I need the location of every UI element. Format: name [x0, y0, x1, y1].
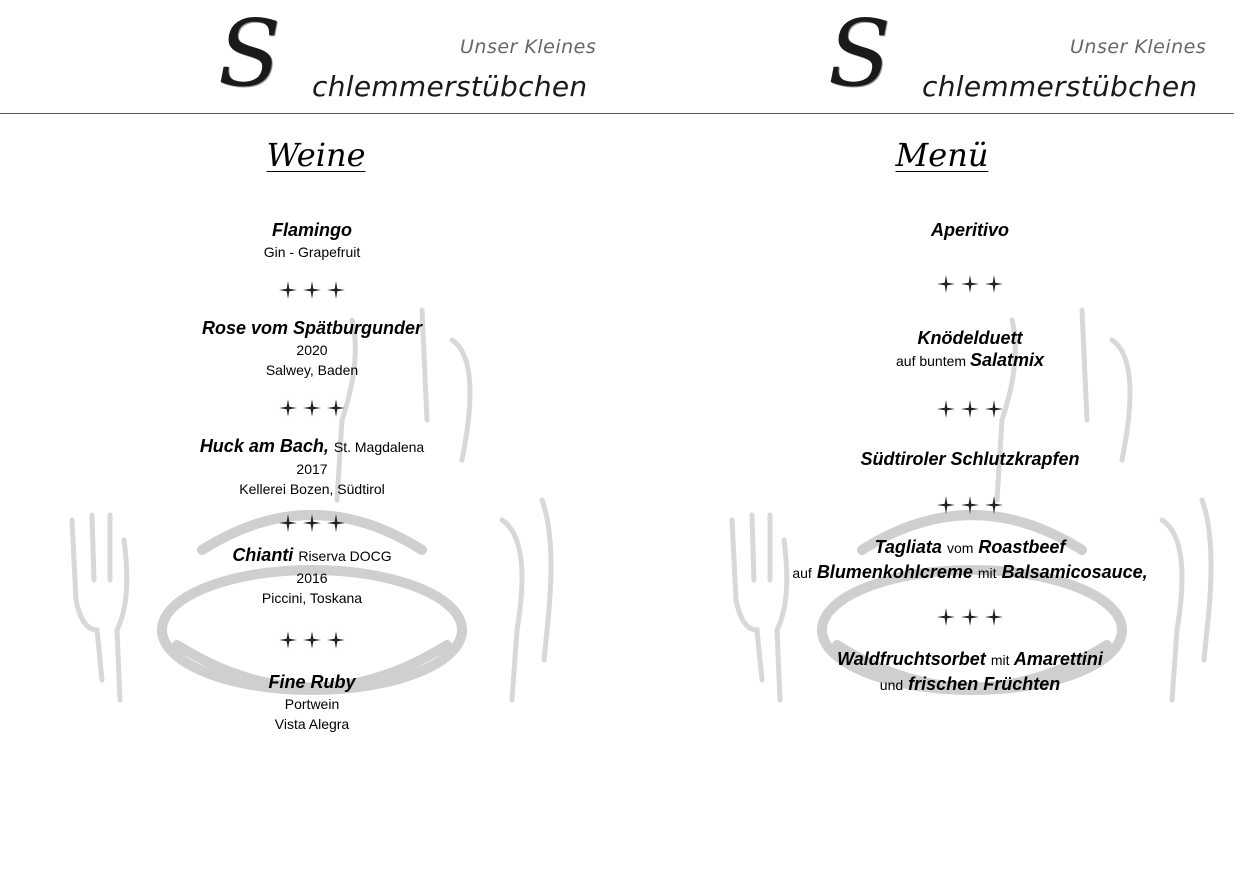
course — [720, 447, 1220, 471]
wine-detail: Piccini, Toskana — [261, 590, 363, 606]
wine-subtitle: St. Magdalena — [333, 439, 425, 455]
course-highlight: Balsamicosauce, — [1001, 562, 1148, 582]
four-point-star-icon — [960, 399, 980, 419]
wine-detail: Portwein — [284, 696, 340, 712]
wine-heading: Weine — [266, 136, 366, 174]
logo-initial: S — [828, 0, 892, 107]
four-point-star-icon — [278, 630, 298, 650]
wine-detail: 2020 — [296, 342, 328, 358]
four-point-star-icon — [936, 274, 956, 294]
four-point-star-icon — [960, 274, 980, 294]
wine-item — [62, 670, 562, 734]
four-point-star-icon — [326, 398, 346, 418]
menu-page — [630, 0, 1260, 891]
course-highlight: Tagliata — [874, 537, 942, 557]
four-point-star-icon — [278, 513, 298, 533]
wine-detail: Salwey, Baden — [265, 362, 359, 378]
brand-logo — [828, 0, 1248, 108]
course-highlight: Salatmix — [969, 350, 1044, 370]
brand-logo — [218, 0, 638, 108]
course-description — [720, 350, 1220, 371]
wine-detail: Gin - Grapefruit — [263, 244, 361, 260]
four-point-star-icon — [302, 513, 322, 533]
wine-title: Flamingo — [272, 220, 352, 240]
four-point-star-icon — [278, 280, 298, 300]
course-highlight: Blumenkohlcreme — [816, 562, 973, 582]
menu-list — [720, 218, 1220, 697]
logo-tagline: Unser Kleines — [460, 36, 597, 58]
course-highlight: frischen Früchten — [908, 674, 1061, 694]
four-point-star-icon — [278, 398, 298, 418]
wine-detail: 2016 — [296, 570, 328, 586]
separator — [62, 280, 562, 300]
four-point-star-icon — [326, 280, 346, 300]
four-point-star-icon — [302, 630, 322, 650]
wine-item — [62, 218, 562, 262]
course — [720, 535, 1220, 585]
four-point-star-icon — [960, 607, 980, 627]
wine-title: Rose vom Spätburgunder — [201, 318, 423, 338]
course-highlight: Amarettini — [1013, 649, 1103, 669]
wine-subtitle: Riserva DOCG — [298, 548, 392, 564]
separator — [62, 398, 562, 418]
menu-heading: Menü — [895, 136, 989, 174]
four-point-star-icon — [984, 274, 1004, 294]
four-point-star-icon — [960, 495, 980, 515]
logo-tagline: Unser Kleines — [1070, 36, 1207, 58]
course — [720, 647, 1220, 697]
four-point-star-icon — [302, 280, 322, 300]
wine-item — [62, 543, 562, 608]
course-title-row — [720, 647, 1220, 672]
course — [720, 218, 1220, 242]
four-point-star-icon — [984, 399, 1004, 419]
wine-detail: Vista Alegra — [274, 716, 350, 732]
wine-title-row — [62, 434, 562, 459]
separator — [720, 274, 1220, 294]
wine-heading-wrap — [0, 136, 630, 174]
wine-title: Huck am Bach, — [199, 436, 329, 456]
course-title: Südtiroler Schlutzkrapfen — [860, 449, 1080, 469]
wine-item — [62, 316, 562, 380]
logo-name: chlemmerstübchen — [312, 70, 588, 103]
wine-title: Fine Ruby — [268, 672, 356, 692]
course-title: Aperitivo — [930, 220, 1009, 240]
separator — [62, 513, 562, 533]
course-text: und — [879, 677, 904, 693]
four-point-star-icon — [936, 607, 956, 627]
wine-title: Chianti — [232, 545, 294, 565]
wine-detail: 2017 — [296, 461, 328, 477]
four-point-star-icon — [984, 495, 1004, 515]
wine-list — [62, 218, 562, 734]
separator — [62, 630, 562, 650]
four-point-star-icon — [984, 607, 1004, 627]
course-description — [720, 560, 1220, 585]
course-title: Knödelduett — [917, 328, 1023, 348]
logo-initial: S — [218, 0, 282, 107]
course-text: mit — [977, 565, 997, 581]
course-text: auf buntem — [896, 353, 967, 369]
four-point-star-icon — [936, 399, 956, 419]
separator — [720, 399, 1220, 419]
four-point-star-icon — [326, 513, 346, 533]
separator — [720, 495, 1220, 515]
course-text: vom — [946, 540, 974, 556]
course-highlight: Waldfruchtsorbet — [837, 649, 986, 669]
wine-item — [62, 434, 562, 499]
course-title-row — [720, 535, 1220, 560]
course-text: auf — [792, 565, 812, 581]
four-point-star-icon — [326, 630, 346, 650]
course-description — [720, 672, 1220, 697]
wine-detail: Kellerei Bozen, Südtirol — [239, 481, 385, 497]
course — [720, 326, 1220, 371]
logo-name: chlemmerstübchen — [922, 70, 1198, 103]
four-point-star-icon — [302, 398, 322, 418]
four-point-star-icon — [936, 495, 956, 515]
wine-title-row — [62, 543, 562, 568]
course-highlight: Roastbeef — [978, 537, 1066, 557]
separator — [720, 607, 1220, 627]
course-text: mit — [990, 652, 1010, 668]
menu-heading-wrap — [630, 136, 1260, 174]
